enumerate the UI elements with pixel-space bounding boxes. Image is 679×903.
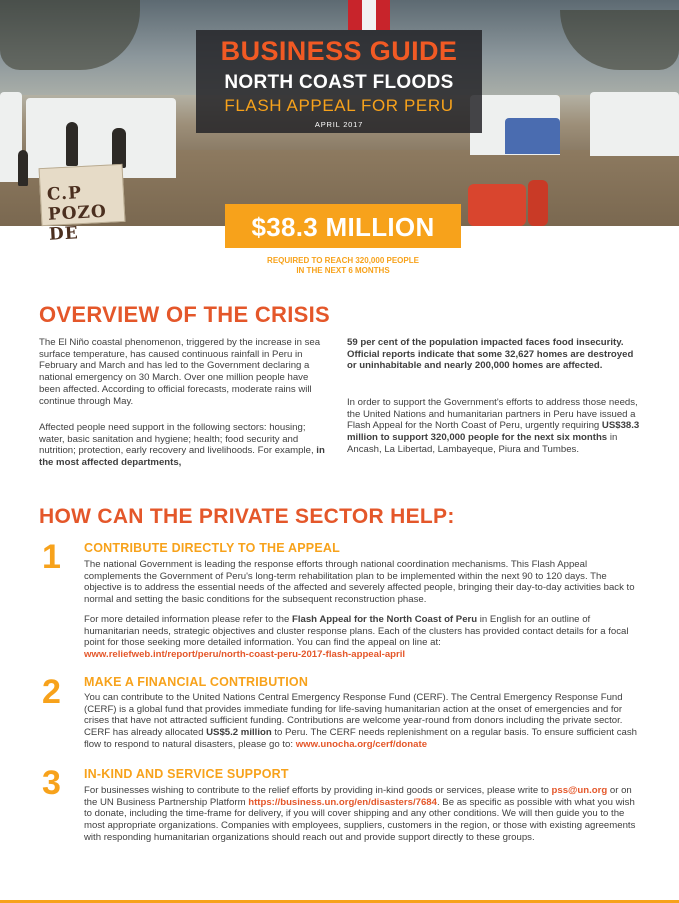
hero-sign-text: C.P POZO DE — [46, 183, 108, 245]
hero-barrel — [468, 184, 526, 226]
overview-emphasis: in the most affected departments, — [39, 445, 325, 469]
overview-text: In order to support the Government's efforts to address those needs, the United Nations and humanitarian partners in Peru have issued a Flash Appeal for the North Coast of Peru, urgently requiring — [347, 397, 638, 432]
hero-flag — [376, 0, 390, 30]
email-link[interactable]: pss@un.org — [551, 785, 608, 796]
funding-amount-box — [225, 204, 461, 248]
page-subtitle: NORTH COAST FLOODS — [224, 72, 454, 93]
hero-person — [18, 150, 28, 186]
step-paragraph — [84, 614, 644, 661]
funding-amount: $38.3 MILLION — [251, 212, 435, 242]
step-text: For more detailed information please refer to the — [84, 614, 292, 625]
business-platform-link[interactable]: https://business.un.org/en/disasters/7684 — [248, 796, 437, 808]
hero-flag — [362, 0, 376, 30]
funding-caption-line: IN THE NEXT 6 MONTHS — [296, 266, 390, 275]
step-number: 3 — [42, 764, 61, 802]
step-title: CONTRIBUTE DIRECTLY TO THE APPEAL — [84, 541, 340, 555]
step-number: 2 — [42, 673, 61, 711]
overview-heading: OVERVIEW OF THE CRISIS — [39, 302, 331, 327]
overview-text: in Ancash, La Libertad, Lambayeque, Piura and Tumbes. — [347, 432, 618, 455]
hero-sign — [39, 164, 126, 245]
hero-person — [112, 128, 126, 168]
step-text: For businesses wishing to contribute to the relief efforts by providing in-kind goods or services, please write to — [84, 785, 552, 796]
step-paragraph — [84, 692, 644, 751]
publication-date: APRIL 2017 — [314, 120, 364, 129]
help-heading: HOW CAN THE PRIVATE SECTOR HELP: — [39, 505, 455, 528]
hero-tent — [590, 92, 679, 156]
step-emphasis: US$5.2 million — [206, 727, 272, 739]
step-title: MAKE A FINANCIAL CONTRIBUTION — [84, 675, 309, 689]
step-text: You can contribute to the United Nations Central Emergency Response Fund (CERF). The Central Emergency Response Fund (CERF) is a global fund that provides immediate funding for life-saving humanitarian action at the onset of emergencies and for crises that have not attracted sufficient funding. Contributions are welcome year-round from donors including the private sector. CERF has already allocated — [84, 692, 623, 739]
step-emphasis: Flash Appeal for the North Coast of Peru — [291, 614, 478, 625]
step-text: in English for an outline of humanitarian needs, strategic objectives and cluster response plans. Each of the clusters has provided contact details for a focal point for those seeking more detailed information. You can find the appeal on line at: — [84, 614, 629, 649]
overview-paragraph-3 — [347, 337, 644, 372]
hero-person — [66, 122, 78, 166]
hero-barrel — [528, 180, 548, 226]
step-text: to Peru. The CERF needs replenishment on a regular basis. To ensure sufficient cash flow to respond to natural disasters, please go to: — [84, 727, 638, 750]
step-text: . Be as specific as possible with what you wish to donate, including the time-frame for delivery, if you will cover shipping and any other conditions. We will then guide you to the most appropriate organizations. Companies with employees, suppliers, customers in the region, or those with existing agreements with responding humanitarian organizations should reach out and provide support directly to these groups. — [84, 796, 636, 843]
overview-paragraph-4 — [347, 397, 644, 456]
hero-flag — [348, 0, 362, 30]
appeal-link[interactable]: www.reliefweb.int/report/peru/north-coast-peru-2017-flash-appeal-april — [84, 649, 406, 661]
funding-caption — [225, 256, 461, 276]
step-text: or on the UN Business Partnership Platform — [84, 785, 632, 808]
step-paragraph: The national Government is leading the response efforts through national coordination mechanisms. This Flash Appeal complements the Government of Peru's long-term rehabilitation plan to be implemented within the next 90 to 120 days. The objective is to address the essential needs of the affected and severely affected people, bringing their day-to-day activities back to normal and setting the basic conditions for the subsequent reconstruction phase. — [84, 559, 635, 606]
hero-cart — [505, 118, 560, 154]
overview-emphasis: US$38.3 million to support 320,000 people for the next six months — [347, 420, 640, 444]
cerf-donate-link[interactable]: www.unocha.org/cerf/donate — [295, 738, 428, 750]
step-paragraph — [84, 785, 644, 844]
overview-text: Affected people need support in the following sectors: housing; water, basic sanitation and hygiene; health; food security and nutrition; protection, early recovery and livelihoods. For example, — [39, 422, 317, 457]
appeal-title: FLASH APPEAL FOR PERU — [224, 96, 454, 115]
step-number: 1 — [42, 538, 61, 576]
title-box — [196, 30, 482, 133]
step-title: IN-KIND AND SERVICE SUPPORT — [84, 767, 289, 781]
overview-paragraph-1: The El Niño coastal phenomenon, triggered by the increase in sea surface temperature, has caused continuous rainfall in Peru in February and March and has led to the Government declaring a national emergency on 30 March. Over one million people have been affected. According to official forecasts, moderate rains will continue through May. — [39, 337, 321, 407]
overview-paragraph-2 — [39, 422, 329, 469]
overview-emphasis: 59 per cent of the population impacted faces food insecurity. Official reports indicate that some 32,627 homes are destroyed or uninhabitable and nearly 200,000 homes are affected. — [347, 337, 634, 372]
funding-caption-line: REQUIRED TO REACH 320,000 PEOPLE — [267, 256, 419, 265]
page-title: BUSINESS GUIDE — [220, 36, 458, 66]
